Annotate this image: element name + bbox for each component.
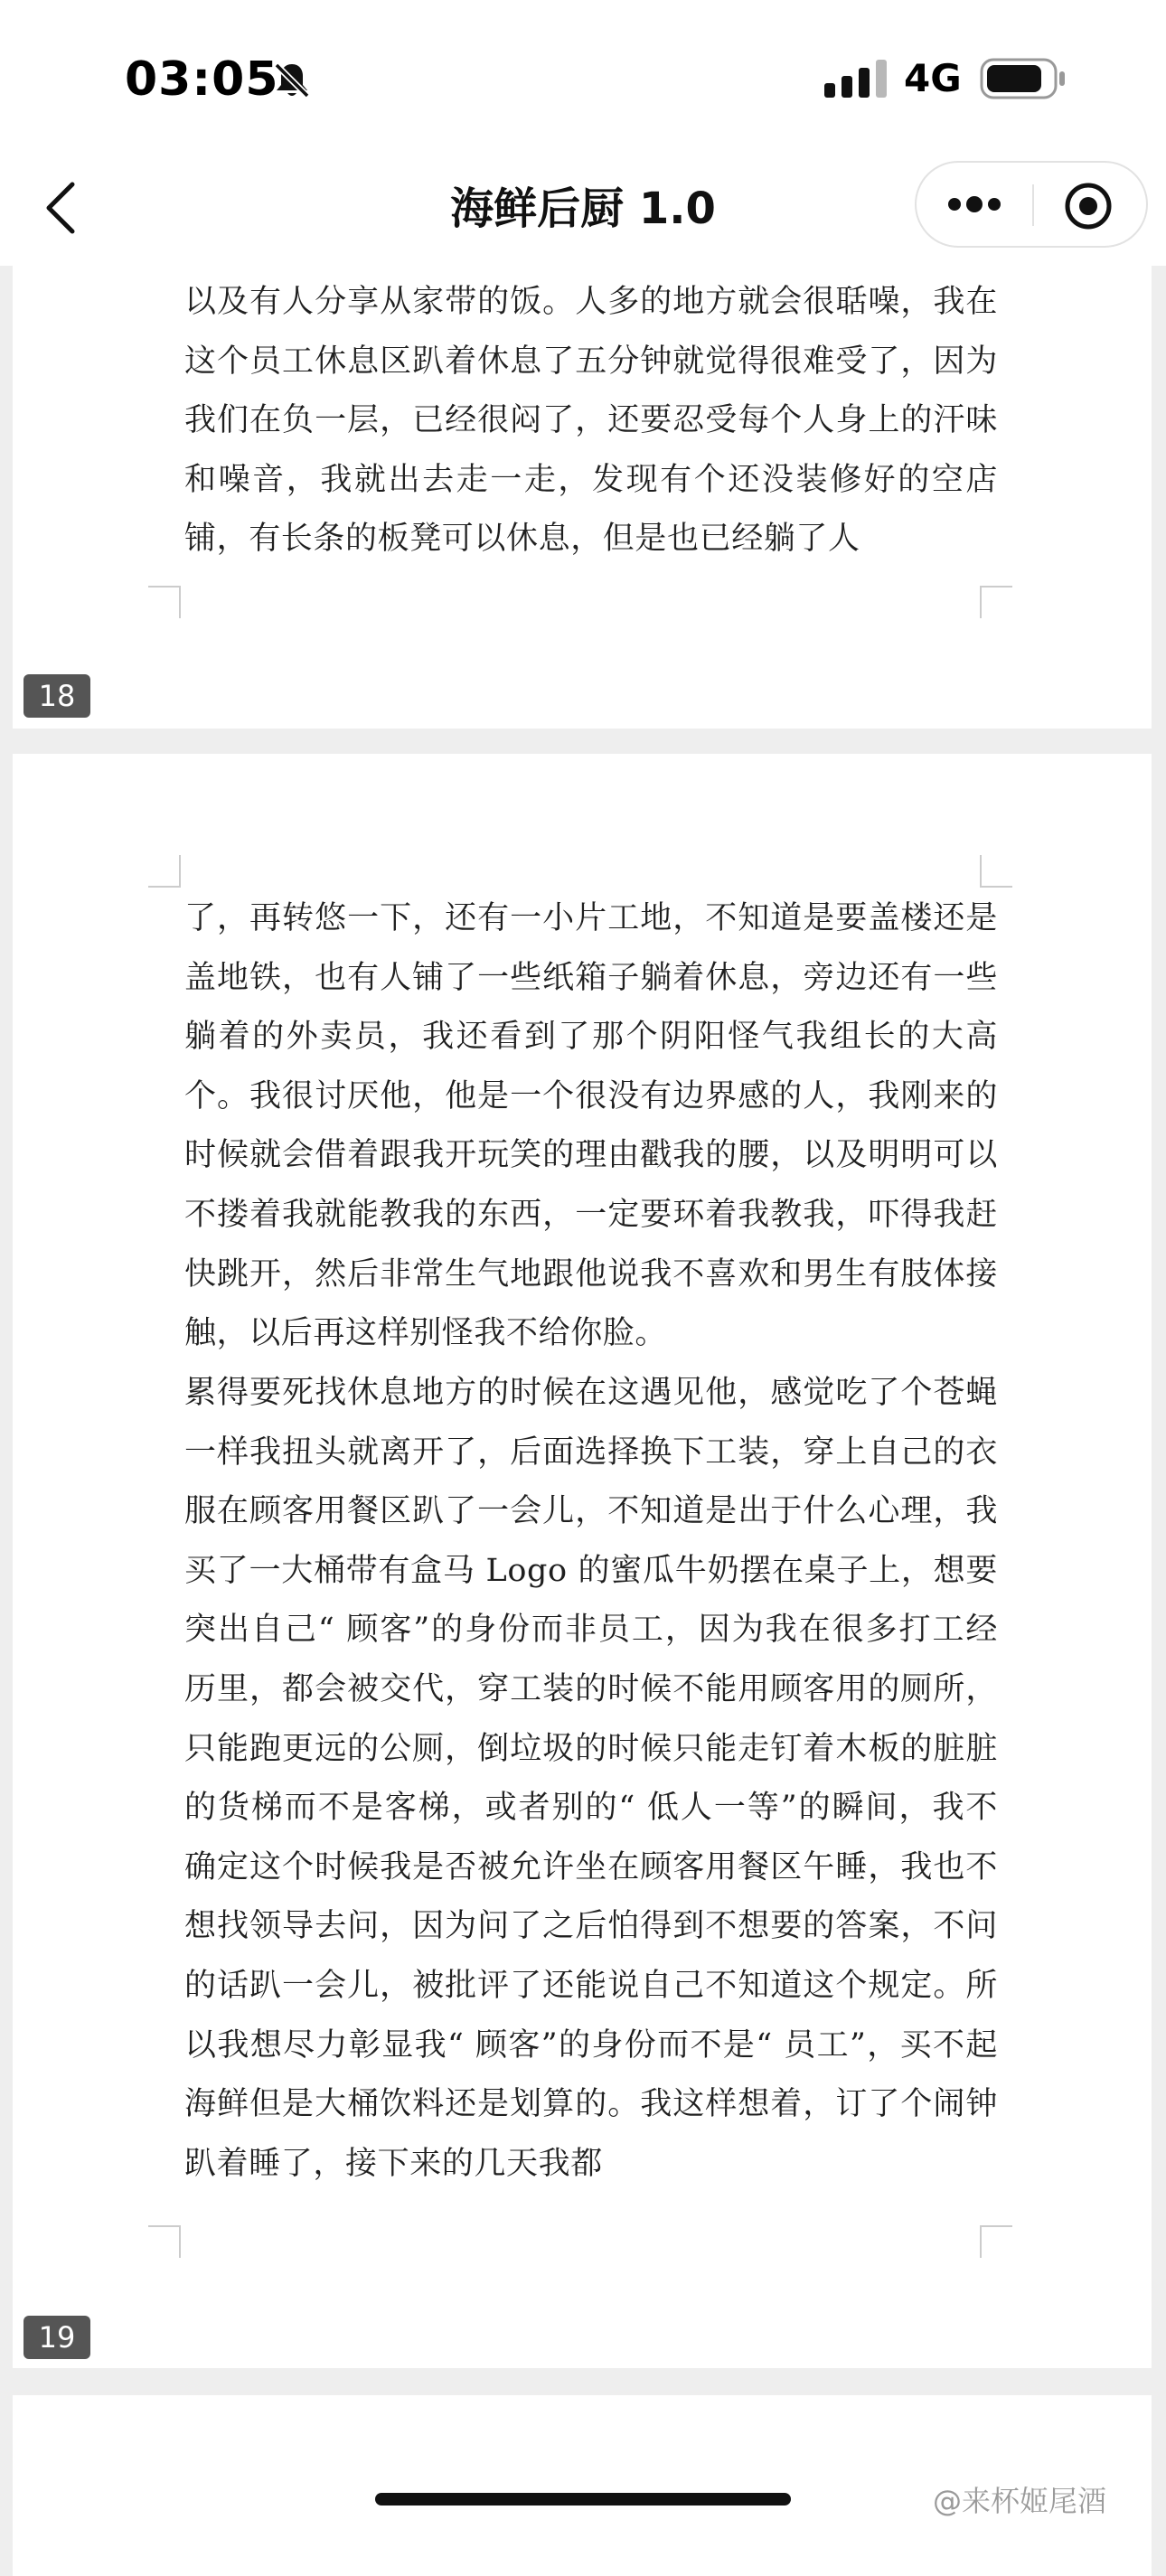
page-19-paragraph-1: 了，再转悠一下，还有一小片工地，不知道是要盖楼还是盖地铁，也有人铺了一些纸箱子躺着休息，旁边还有一些躺着的外卖员，我还看到了那个阴阳怪气我组长的大高个。我很讨厌他，他是一个很没有边界感的人，我刚来的时候就会借着跟我开玩笑的理由戳我的腰，以及明明可以不搂着我就能教我的东西，一定要环着我教我，吓得我赶快跳开，然后非常生气地跟他说我不喜欢和男生有肢体接触，以后再这样别怪我不给你脸。	[184, 900, 998, 1352]
status-bar	[0, 0, 1166, 154]
cellular-signal-icon	[824, 60, 889, 98]
crop-mark-bottom-left	[148, 586, 181, 618]
battery-icon	[980, 58, 1067, 99]
page-19-paragraph-2: 累得要死找休息地方的时候在这遇见他，感觉吃了个苍蝇一样我扭头就离开了，后面选择换下工装，穿上自己的衣服在顾客用餐区趴了一会儿，不知道是出于什么心理，我买了一大桶带有盒马 Logo 的蜜瓜牛奶摆在桌子上，想要突出自己“ 顾客”的身份而非员工，因为我在很多打工经历里，都会被交代，穿工装的时候不能用顾客用的厕所，只能跑更远的公厕，倒垃圾的时候只能走钉着木板的脏脏的货梯而不是客梯，或者别的“ 低人一等”的瞬间，我不确定这个时候我是否被允许坐在顾客用餐区午睡，我也不想找领导去问，因为问了之后怕得到不想要的答案，不问的话趴一会儿，被批评了还能说自己不知道这个规定。所以我想尽力彰显我“ 顾客”的身份而不是“ 员工”，买不起海鲜但是大桶饮料还是划算的。我这样想着，订了个闹钟趴着睡了，接下来的几天我都	[184, 1375, 998, 2182]
miniprogram-capsule	[915, 161, 1148, 248]
crop-mark-top-right	[980, 855, 1012, 888]
page-number-badge: 19	[24, 2316, 90, 2359]
status-time: 03:05	[125, 52, 279, 107]
home-indicator[interactable]	[375, 2493, 791, 2505]
close-target-icon[interactable]	[1063, 181, 1114, 231]
page-number-badge: 18	[24, 674, 90, 718]
crop-mark-top-left	[148, 855, 181, 888]
crop-mark-bottom-right	[980, 2225, 1012, 2258]
crop-mark-bottom-left	[148, 2225, 181, 2258]
document-page-18	[13, 266, 1152, 729]
capsule-divider	[1032, 184, 1034, 226]
crop-mark-bottom-right	[980, 586, 1012, 618]
nav-bar	[0, 154, 1166, 266]
weibo-watermark: @来杯姬尾酒	[933, 2484, 1107, 2518]
network-type: 4G	[904, 56, 962, 100]
bell-muted-icon	[271, 60, 313, 101]
page-title: 海鲜后厨 1.0	[450, 183, 716, 234]
document-page-19	[13, 754, 1152, 2368]
more-dots-icon[interactable]	[945, 186, 1003, 222]
page-18-paragraph-1: 以及有人分享从家带的饭。人多的地方就会很聒噪，我在这个员工休息区趴着休息了五分钟就觉得很难受了，因为我们在负一层，已经很闷了，还要忍受每个人身上的汗味和噪音，我就出去走一走，发现有个还没装修好的空店铺，有长条的板凳可以休息，但是也已经躺了人	[184, 284, 998, 558]
